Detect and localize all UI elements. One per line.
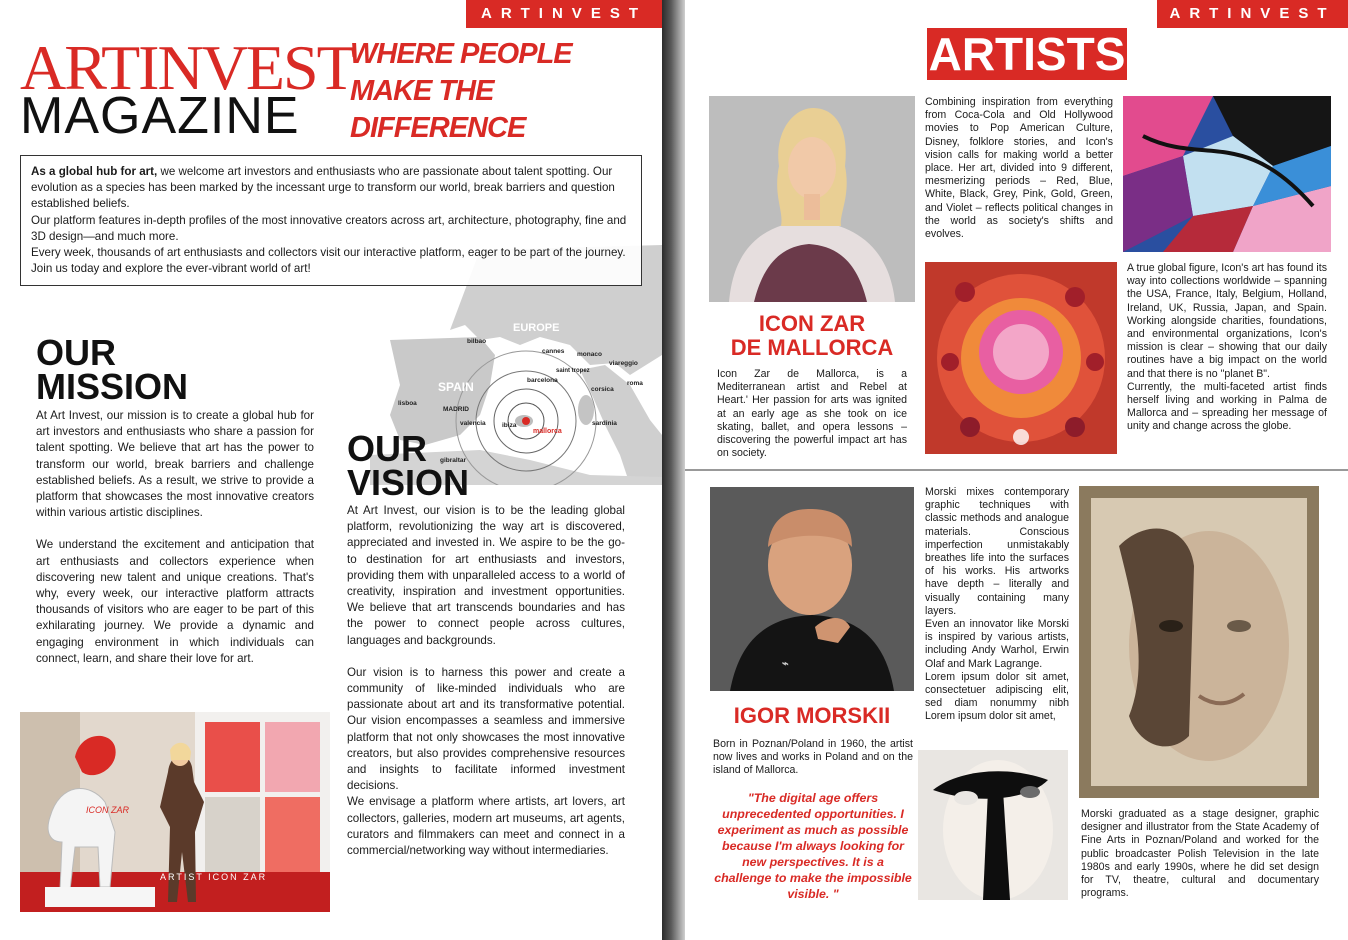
igor-morskii-portrait	[710, 487, 914, 691]
masthead-artinvest: ARTINVEST	[20, 32, 354, 103]
tagline	[350, 36, 650, 147]
framed-portrait-illustration	[1079, 486, 1319, 798]
artists-banner: ARTISTS	[928, 28, 1126, 80]
map-label-barcelona: barcelona	[527, 377, 558, 384]
vision-text	[347, 503, 625, 859]
map-label-monaco: monaco	[577, 351, 602, 358]
intro-paragraph: Every week, thousands of art enthusiasts and collectors visit our interactive platform, eager to be part of the journey.	[31, 246, 626, 260]
igor-morskii-name: IGOR MORSKII	[733, 703, 891, 728]
map-label-europe: EUROPE	[513, 322, 560, 334]
icon-zar-bio: Icon Zar de Mallorca, is a Mediterranean artist and Rebel at Heart.' Her passion for arts was ignited at an early age as she took on ice skating, ballet, and opera lessons – discovering the powerful impact art has on society.	[717, 368, 907, 460]
map-label-lisboa: lisboa	[398, 400, 417, 407]
vision-paragraph: At Art Invest, our vision is to be the leading global platform, revolutionizing the way art is discovered, appreciated and invested in. We aspire to be the go-to destination for art enthusiasts and investors, providing them with unparalleled access to a world of creativity, inspiration and investment opportunities. We believe that art transcends boundaries and has the power to connect people across cultures, languages and backgrounds.	[347, 504, 625, 647]
masked-face-illustration	[918, 750, 1068, 900]
tagline-line: DIFFERENCE	[350, 112, 526, 144]
map-label-valencia: valencia	[460, 420, 486, 427]
icon-zar-column-2: Combining inspiration from everything from Coca-Cola and Old Hollywood movies to Pop American Culture, Disney, folklore stories, and Icon's vision calls for making world a better place. Her art, divided into 9 different, mesmerizing periods – Red, Blue, White, Black, Grey, Pink, Gold, Green, and Violet – reflects political changes in the world as society's shifts and evolves.	[925, 96, 1113, 241]
page-spine	[662, 0, 685, 940]
igor-born-text: Born in Poznan/Poland in 1960, the artist now lives and works in Poland and on the island of Mallorca.	[713, 738, 913, 777]
event-photo-illustration	[20, 712, 330, 912]
igor-column-2	[925, 486, 1069, 724]
igor-col2-paragraph: Lorem ipsum dolor sit amet, consectetuer adipiscing elit, sed diam nonummy nibh Lorem ipsum dolor sit amet,	[925, 670, 1069, 723]
vision-heading-line: VISION	[347, 462, 470, 503]
brand-tab-right: ARTINVEST	[1157, 0, 1348, 28]
svg-text:⌁: ⌁	[782, 658, 789, 670]
horse-sign-text: ICON ZAR	[86, 805, 130, 815]
intro-lead-rest: we welcome art investors and enthusiasts who are passionate about talent spotting. Our evolution as a species has been marked by the incessant urge to transform our world, break barriers and question established beliefs.	[31, 165, 615, 211]
vision-paragraph: We envisage a platform where artists, art lovers, art collectors, galleries, modern art museums, art agents, curators and filmmakers can meet and connect in a commercial/networking way without intermediaries.	[347, 795, 625, 858]
mission-heading-line: OUR	[36, 332, 116, 373]
icon-zar-col3-paragraph: Currently, the multi-faceted artist finds herself living and working in Palma de Mallorca and – spreading her message of unity and change across the globe.	[1127, 380, 1327, 433]
igor-col2-paragraph: Even an innovator like Morski is inspired by various artists, including Andy Warhol, Erwin Olaf and Mark Lagrange.	[925, 618, 1069, 670]
map-label-mallorca: mallorca	[533, 428, 562, 435]
map-label-saint-tropez: saint tropez	[556, 368, 590, 374]
icon-zar-portrait	[709, 96, 915, 302]
vision-heading	[347, 428, 470, 503]
intro-paragraph: Join us today and explore the ever-vibrant world of art!	[31, 262, 311, 276]
map-label-bilbao: bilbao	[467, 338, 487, 345]
map-label-gibraltar: gibraltar	[440, 457, 467, 464]
igor-portrait-illustration	[710, 487, 914, 691]
tagline-line: WHERE PEOPLE	[350, 38, 572, 70]
vision-paragraph: Our vision is to harness this power and create a community of like-minded individuals who are passionate about art and its transformative potential. Our vision encompasses a seamless and immersive platform that not only showcases the most innovative creators, but also provides comprehensive resources and insights to facilitate informed investment decisions.	[347, 665, 625, 793]
map-label-cannes: cannes	[542, 348, 565, 355]
abstract-artwork-illustration	[1123, 96, 1331, 252]
right-page	[685, 0, 1348, 940]
left-page	[0, 0, 662, 940]
masthead-magazine: MAGAZINE	[20, 87, 300, 145]
icon-zar-portrait-illustration	[709, 96, 915, 302]
mission-paragraph: At Art Invest, our mission is to create a global hub for art investors and enthusiasts who share a passion for talent spotting. We believe that art has the power to transform our world, break barriers and challenge established beliefs. As a result, we strive to provide a platform that showcases the most innovative creators within various artistic disciplines.	[36, 409, 314, 520]
icon-zar-event-photo	[20, 712, 330, 912]
icon-zar-name-line: DE MALLORCA	[730, 335, 894, 360]
mission-heading-line: MISSION	[36, 366, 189, 407]
icon-zar-name	[709, 312, 915, 360]
map-label-sardinia: sardinia	[592, 420, 617, 427]
section-divider	[685, 469, 1348, 471]
igor-artwork-framed-portrait	[1079, 486, 1319, 798]
icon-zar-artwork-orange	[925, 262, 1117, 454]
icon-zar-name-line: ICON ZAR	[758, 311, 866, 336]
igor-artwork-masked-face	[918, 750, 1068, 900]
mission-paragraph: We understand the excitement and anticipation that art enthusiasts and collectors experience when discovering new talent and unique creations. That's why, every week, our interactive platform attracts thousands of visitors who are eager to be part of this exhilarating journey. We provide a dynamic and engaging environment in which individuals can connect, learn, and share their love for art.	[36, 538, 314, 665]
igor-quote: "The digital age offers unprecedented opportunities. I experiment as much as possible because I'm always looking for new perspectives. It is a challenge to make the impossible visible. "	[714, 791, 912, 901]
map-label-corsica: corsica	[591, 386, 614, 393]
icon-zar-col3-paragraph: A true global figure, Icon's art has found its way into collections worldwide – spanning the USA, France, Italy, Belgium, Holland, Ireland, UK, Russia, Japan, and Spain. Working alongside charities, foundations, and environmental organizations, Icon's mission is clear – showing that our daily routines have a big impact on the world and that there is no "planet B".	[1127, 262, 1327, 380]
map-label-viareggio: viareggio	[609, 360, 638, 367]
carpet-sign-text: ARTIST ICON ZAR	[160, 872, 268, 882]
mission-text	[36, 408, 314, 667]
intro-box	[20, 155, 642, 286]
igor-col2-paragraph: Morski mixes contemporary graphic techniques with classic methods and analogue materials. Conscious imperfection unmistakably breathes life into the surfaces of his works. His artworks have depth – literally and visually containing many layers.	[925, 486, 1069, 617]
tagline-line: MAKE THE	[350, 75, 494, 107]
icon-zar-column-3	[1127, 262, 1327, 434]
igor-column-3: Morski graduated as a stage designer, graphic designer and illustrator from the State Academy of Fine Arts in Poznan/Poland and worked for the public broadcaster Polish Television in the late 1980s and early 1990s, where he did set design for TV, theatre, cultural and documentary programs.	[1081, 808, 1319, 900]
map-label-ibiza: ibiza	[502, 422, 517, 429]
map-label-madrid: MADRID	[443, 406, 469, 413]
vision-heading-line: OUR	[347, 428, 427, 469]
icon-zar-artwork-abstract	[1123, 96, 1331, 252]
intro-paragraph: Our platform features in-depth profiles of the most innovative creators across art, architecture, photography, fine and 3D design—and much more.	[31, 213, 627, 243]
orange-artwork-illustration	[925, 262, 1117, 454]
map-label-roma: roma	[627, 380, 643, 387]
map-label-spain: SPAIN	[438, 380, 474, 394]
mission-heading	[36, 332, 189, 407]
intro-lead: As a global hub for art,	[31, 165, 158, 178]
brand-tab-left: ARTINVEST	[466, 0, 662, 28]
